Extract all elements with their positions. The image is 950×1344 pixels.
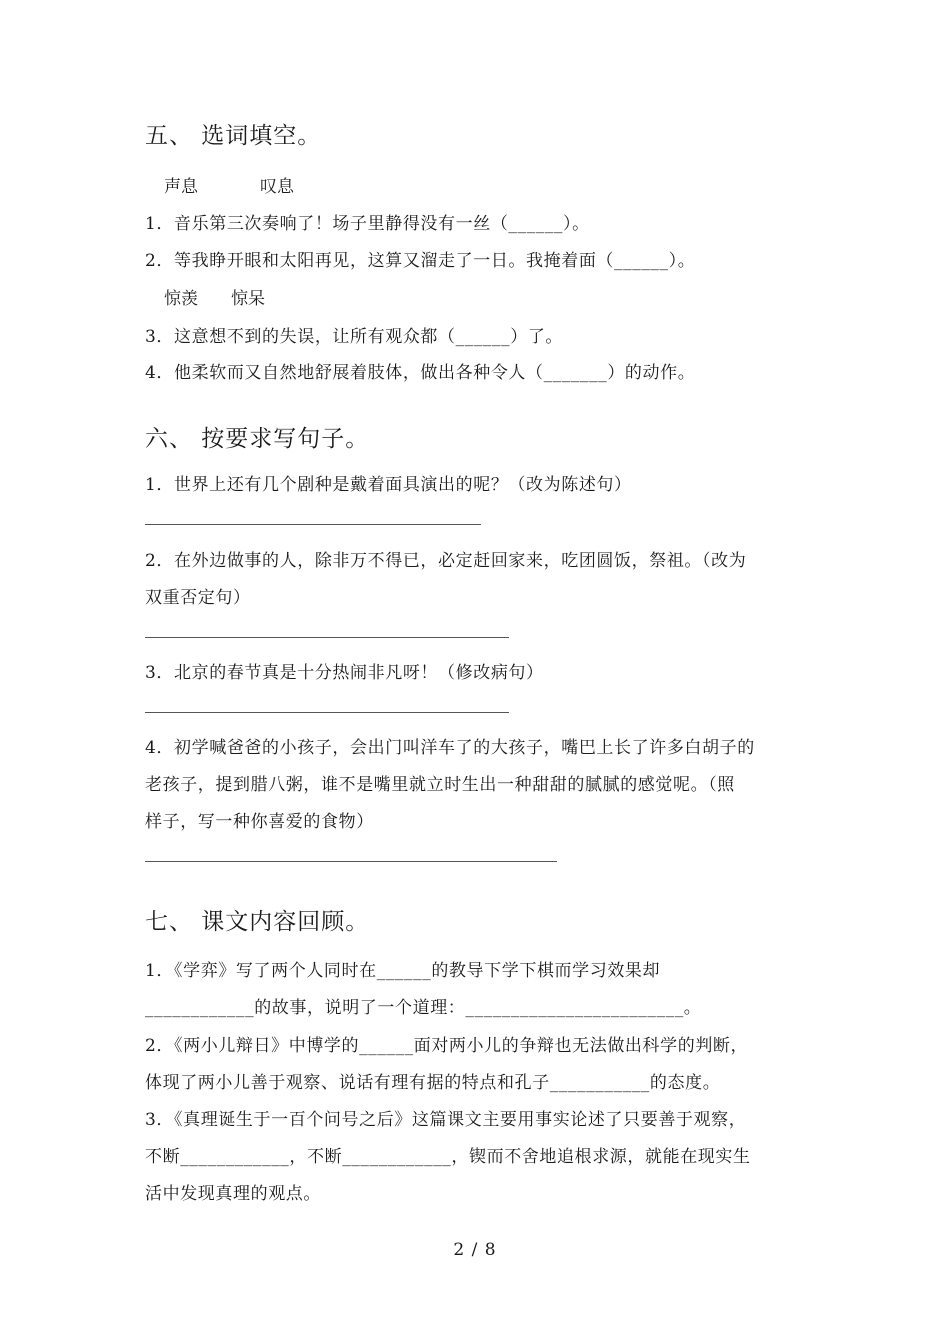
answer-line-6-1[interactable] [145,524,481,525]
section-6-question-2-line-2: 双重否定句） [145,588,251,608]
section-7-question-2-line-1: 2．《两小儿辩日》中博学的______面对两小儿的争辩也无法做出科学的判断， [145,1036,749,1056]
section-6-title: 六、 按要求写句子。 [145,426,370,452]
section-6-question-4-line-1: 4．初学喊爸爸的小孩子，会出门叫洋车了的大孩子，嘴巴上长了许多白胡子的 [145,738,755,758]
section-7-question-3-line-1: 3．《真理诞生于一百个问号之后》这篇课文主要用事实论述了只要善于观察， [145,1110,747,1130]
answer-line-6-2[interactable] [145,637,509,638]
answer-line-6-4[interactable] [145,861,557,862]
word-option-jingxian: 惊羡 [164,289,198,309]
section-5-title: 五、 选词填空。 [145,123,322,149]
section-7-title: 七、 课文内容回顾。 [145,909,370,935]
section-5-question-4: 4．他柔软而又自然地舒展着肢体，做出各种令人（_______）的动作。 [145,363,696,383]
word-option-shengxi: 声息 [164,177,198,197]
section-5-question-1: 1．音乐第三次奏响了！场子里静得没有一丝（______）。 [145,214,590,234]
section-6-question-2-line-1: 2．在外边做事的人，除非万不得已，必定赶回家来，吃团圆饭，祭祖。（改为 [145,551,747,571]
section-7-question-3-line-2: 不断____________，不断____________，锲而不舍地追根求源，就能在现实生 [145,1147,751,1167]
word-option-tanxi: 叹息 [260,177,294,197]
section-5-question-2: 2．等我睁开眼和太阳再见，这算又溜走了一日。我掩着面（______）。 [145,251,696,271]
section-7-question-1-line-1: 1．《学弈》写了两个人同时在______的教导下学下棋而学习效果却 [145,961,661,981]
section-5-question-3: 3．这意想不到的失误，让所有观众都（______）了。 [145,327,564,347]
section-6-question-4-line-2: 老孩子，提到腊八粥，谁不是嘴里就立时生出一种甜甜的腻腻的感觉呢。（照 [145,775,735,795]
answer-line-6-3[interactable] [145,712,509,713]
section-6-question-3: 3．北京的春节真是十分热闹非凡呀！（修改病句） [145,663,544,683]
section-7-question-2-line-2: 体现了两小儿善于观察、说话有理有据的特点和孔子___________的态度。 [145,1073,721,1093]
section-6-question-1: 1．世界上还有几个剧种是戴着面具演出的呢？（改为陈述句） [145,475,632,495]
word-option-jingdai: 惊呆 [231,289,265,309]
section-7-question-1-line-2: ____________的故事，说明了一个道理：________________________。 [145,998,702,1018]
section-7-question-3-line-3: 活中发现真理的观点。 [145,1184,321,1204]
page-number: 2 / 8 [453,1240,497,1260]
section-6-question-4-line-3: 样子，写一种你喜爱的食物） [145,812,374,832]
